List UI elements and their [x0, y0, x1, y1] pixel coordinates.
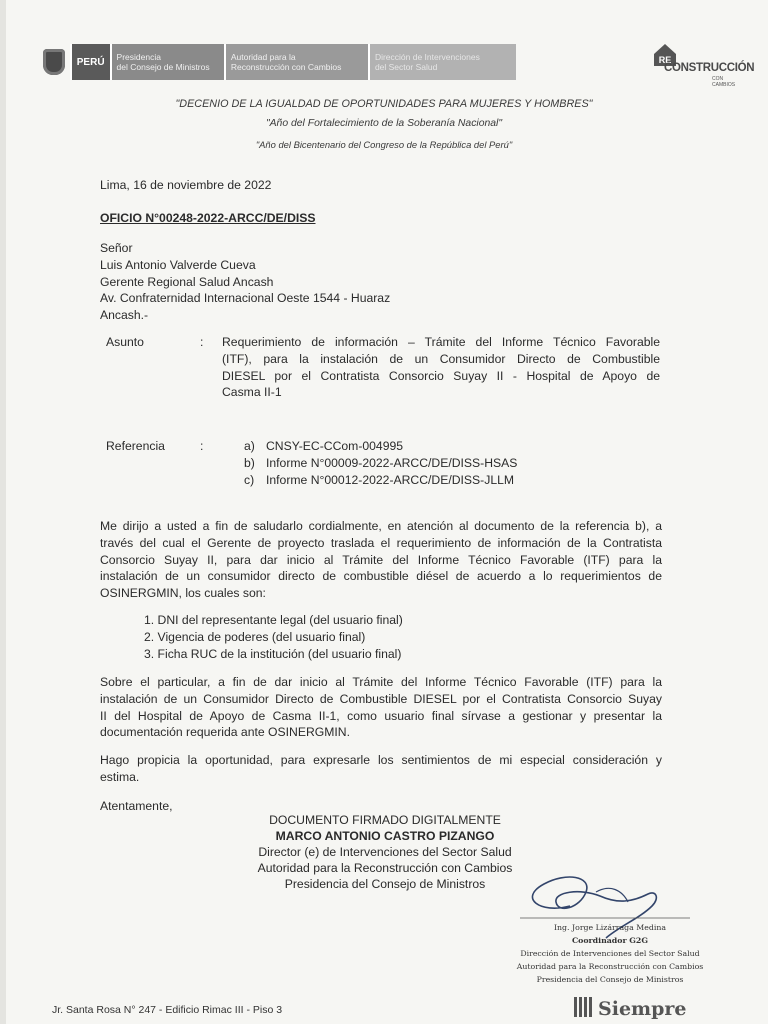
coordinator-stamp: Ing. Jorge Lizárraga Medina Coordinador G2G Dirección de Intervenciones del Sector Salud Autoridad para la Reconstrucción con Cambios Presidencia del Consejo de Ministros: [516, 923, 704, 984]
date-line: Lima, 16 de noviembre de 2022: [100, 178, 272, 192]
requirements-list: [144, 612, 403, 662]
referencia-list: [244, 438, 517, 488]
referencia-item: a) CNSY-EC-CCom-004995: [244, 439, 404, 453]
list-item: 3. Ficha RUC de la institución (del usuario final): [144, 646, 402, 661]
footer-brand: Siempre: [574, 996, 687, 1022]
banner-arcc: Autoridad para la Reconstrucción con Cambios: [224, 44, 368, 80]
asunto-label: Asunto: [106, 335, 144, 349]
bicentenario-columns-icon: [574, 997, 594, 1022]
closing: Atentamente,: [100, 799, 173, 813]
asunto-colon: :: [200, 335, 204, 349]
recipient-block: Señor Luis Antonio Valverde Cueva Gerente Regional Salud Ancash Av. Confraternidad Internacional Oeste 1544 - Huaraz Ancash.-: [100, 241, 391, 323]
referencia-item: b) Informe N°00009-2022-ARCC/DE/DISS-HSAS: [244, 455, 518, 470]
referencia-label: Referencia: [106, 439, 165, 453]
motto-year: "Año del Fortalecimiento de la Soberanía Nacional": [265, 118, 503, 129]
motto-bicentenary: "Año del Bicentenario del Congreso de la República del Perú": [255, 139, 513, 150]
house-roof-icon: [654, 44, 676, 54]
signature-block: DOCUMENTO FIRMADO DIGITALMENTE MARCO ANTONIO CASTRO PIZANGO Director (e) de Intervenciones del Sector Salud Autoridad para la Reconstrucción con Cambios Presidencia del Consejo de Ministros: [257, 813, 513, 891]
body-paragraph-1: Me dirijo a usted a fin de saludarlo cordialmente, en atención al documento de la referencia b), a través del cual el Gerente de proyecto traslada el requerimiento de información de la Contratista Consorcio Suyay II, para dar inicio al Trámite del Informe Técnico Favorable (ITF) para la instalación de un consumidor directo de combustible diésel de acuerdo a lo requerimientos de OSINERGMIN, los cuales son:: [100, 519, 662, 601]
government-banner: [38, 44, 516, 80]
body-paragraph-3: Hago propicia la oportunidad, para expresarle los sentimientos de mi especial consideración y estima.: [100, 753, 662, 784]
asunto-text: Requerimiento de información – Trámite del Informe Técnico Favorable (ITF), para la instalación de un Consumidor Directo de Combustible DIESEL por el Contratista Consorcio Suyay II - Hospital de Apoyo de Casma II-1: [222, 335, 660, 400]
oficio-number: OFICIO N°00248-2022-ARCC/DE/DISS: [100, 211, 316, 225]
list-item: 2. Vigencia de poderes (del usuario final): [144, 629, 366, 644]
banner-pcm: Presidencia del Consejo de Ministros: [110, 44, 224, 80]
footer-address: Jr. Santa Rosa N° 247 - Edificio Rimac III - Piso 3: [52, 1004, 283, 1016]
page-edge: [0, 0, 6, 1024]
reconstruccion-logo: RE CONSTRUCCIÓN CON CAMBIOS: [652, 44, 744, 84]
referencia-item: c) Informe N°00012-2022-ARCC/DE/DISS-JLLM: [244, 472, 515, 487]
peru-label: PERÚ: [70, 44, 110, 80]
motto-decade: "DECENIO DE LA IGUALDAD DE OPORTUNIDADES PARA MUJERES Y HOMBRES": [175, 98, 593, 110]
banner-diss: Dirección de Intervenciones del Sector Salud: [368, 44, 516, 80]
coat-of-arms-icon: [38, 44, 70, 80]
body-paragraph-2: Sobre el particular, a fin de dar inicio al Trámite del Informe Técnico Favorable (ITF) para la instalación de un Consumidor Directo de Combustible DIESEL por el Contratista Consorcio Suyay II del Hospital de Apoyo de Casma II-1, como usuario final sírvase a gestionar y presentar la documentación requerida ante OSINERGMIN.: [100, 675, 662, 740]
list-item: 1. DNI del representante legal (del usuario final): [144, 613, 403, 627]
referencia-colon: :: [200, 439, 204, 453]
